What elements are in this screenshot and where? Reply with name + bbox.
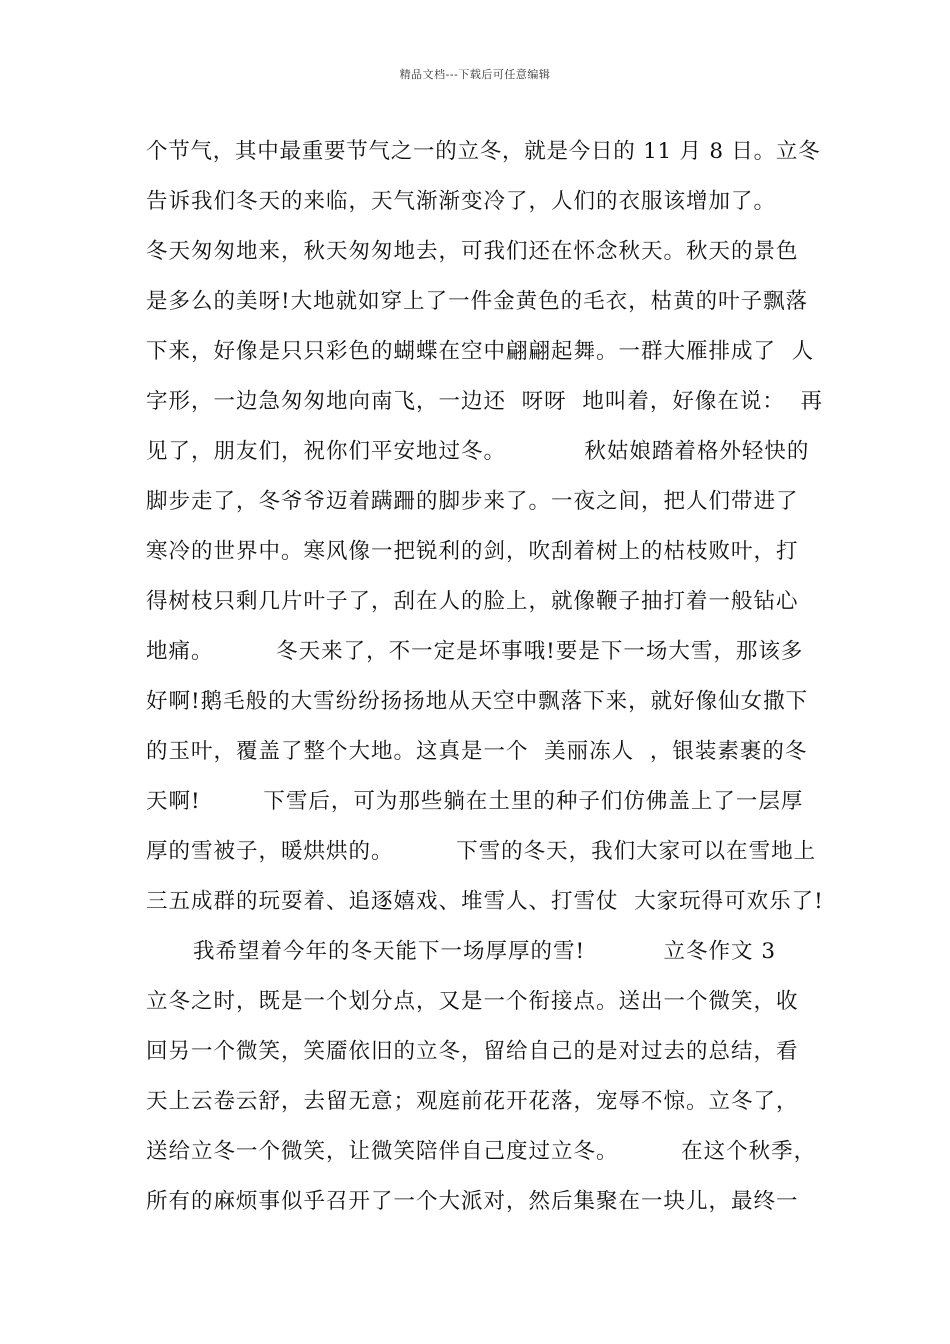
- text-line: 脚步走了，冬爷爷迈着蹒跚的脚步来了。一夜之间，把人们带进了: [146, 489, 799, 514]
- text-line: 见了，朋友们，祝你们平安地过冬。 秋姑娘踏着格外轻快的: [146, 439, 810, 464]
- text-line: 得树枝只剩几片叶子了，刮在人的脸上，就像鞭子抽打着一般钻心: [146, 589, 799, 614]
- body-text: [146, 134, 826, 1234]
- text-line: 厚的雪被子，暖烘烘的。 下雪的冬天，我们大家可以在雪地上: [146, 839, 817, 864]
- text-line: 字形，一边急匆匆地向南飞，一边还 呀呀 地叫着，好像在说： 再: [146, 389, 824, 414]
- text-line: 我希望着今年的冬天能下一场厚厚的雪! 立冬作文 3: [146, 939, 777, 964]
- text-line: 天啊! 下雪后，可为那些躺在土里的种子们仿佛盖上了一层厚: [146, 789, 804, 814]
- text-line: 地痛。 冬天来了，不一定是坏事哦!要是下一场大雪，那该多: [146, 639, 804, 664]
- text-line: 回另一个微笑，笑靥依旧的立冬，留给自己的是对过去的总结，看: [146, 1039, 799, 1064]
- text-line: 是多么的美呀!大地就如穿上了一件金黄色的毛衣，枯黄的叶子飘落: [146, 289, 809, 314]
- text-line: 下来，好像是只只彩色的蝴蝶在空中翩翩起舞。一群大雁排成了 人: [146, 339, 815, 364]
- text-line: 好啊!鹅毛般的大雪纷纷扬扬地从天空中飘落下来，就好像仙女撒下: [146, 689, 809, 714]
- text-line: 送给立冬一个微笑，让微笑陪伴自己度过立冬。 在这个秋季，: [146, 1139, 817, 1164]
- text-line: 的玉叶，覆盖了整个大地。这真是一个 美丽冻人 ，银装素裹的冬: [146, 739, 808, 764]
- text-line: 个节气，其中最重要节气之一的立冬，就是今日的 11 月 8 日。立冬: [146, 139, 821, 164]
- text-line: 告诉我们冬天的来临，天气渐渐变冷了，人们的衣服该增加了。: [146, 189, 777, 214]
- text-line: 天上云卷云舒，去留无意；观庭前花开花落，宠辱不惊。立冬了，: [146, 1089, 799, 1114]
- text-line: 三五成群的玩耍着、追逐嬉戏、堆雪人、打雪仗 大家玩得可欢乐了!: [146, 889, 824, 914]
- text-line: 寒冷的世界中。寒风像一把锐利的剑，吹刮着树上的枯枝败叶，打: [146, 539, 799, 564]
- text-line: 冬天匆匆地来，秋天匆匆地去，可我们还在怀念秋天。秋天的景色: [146, 239, 799, 264]
- page-header: 精品文档---下载后可任意编辑: [399, 68, 551, 81]
- text-line: 立冬之时，既是一个划分点，又是一个衔接点。送出一个微笑，收: [146, 989, 799, 1014]
- text-line: 所有的麻烦事似乎召开了一个大派对，然后集聚在一块儿，最终一: [146, 1189, 799, 1214]
